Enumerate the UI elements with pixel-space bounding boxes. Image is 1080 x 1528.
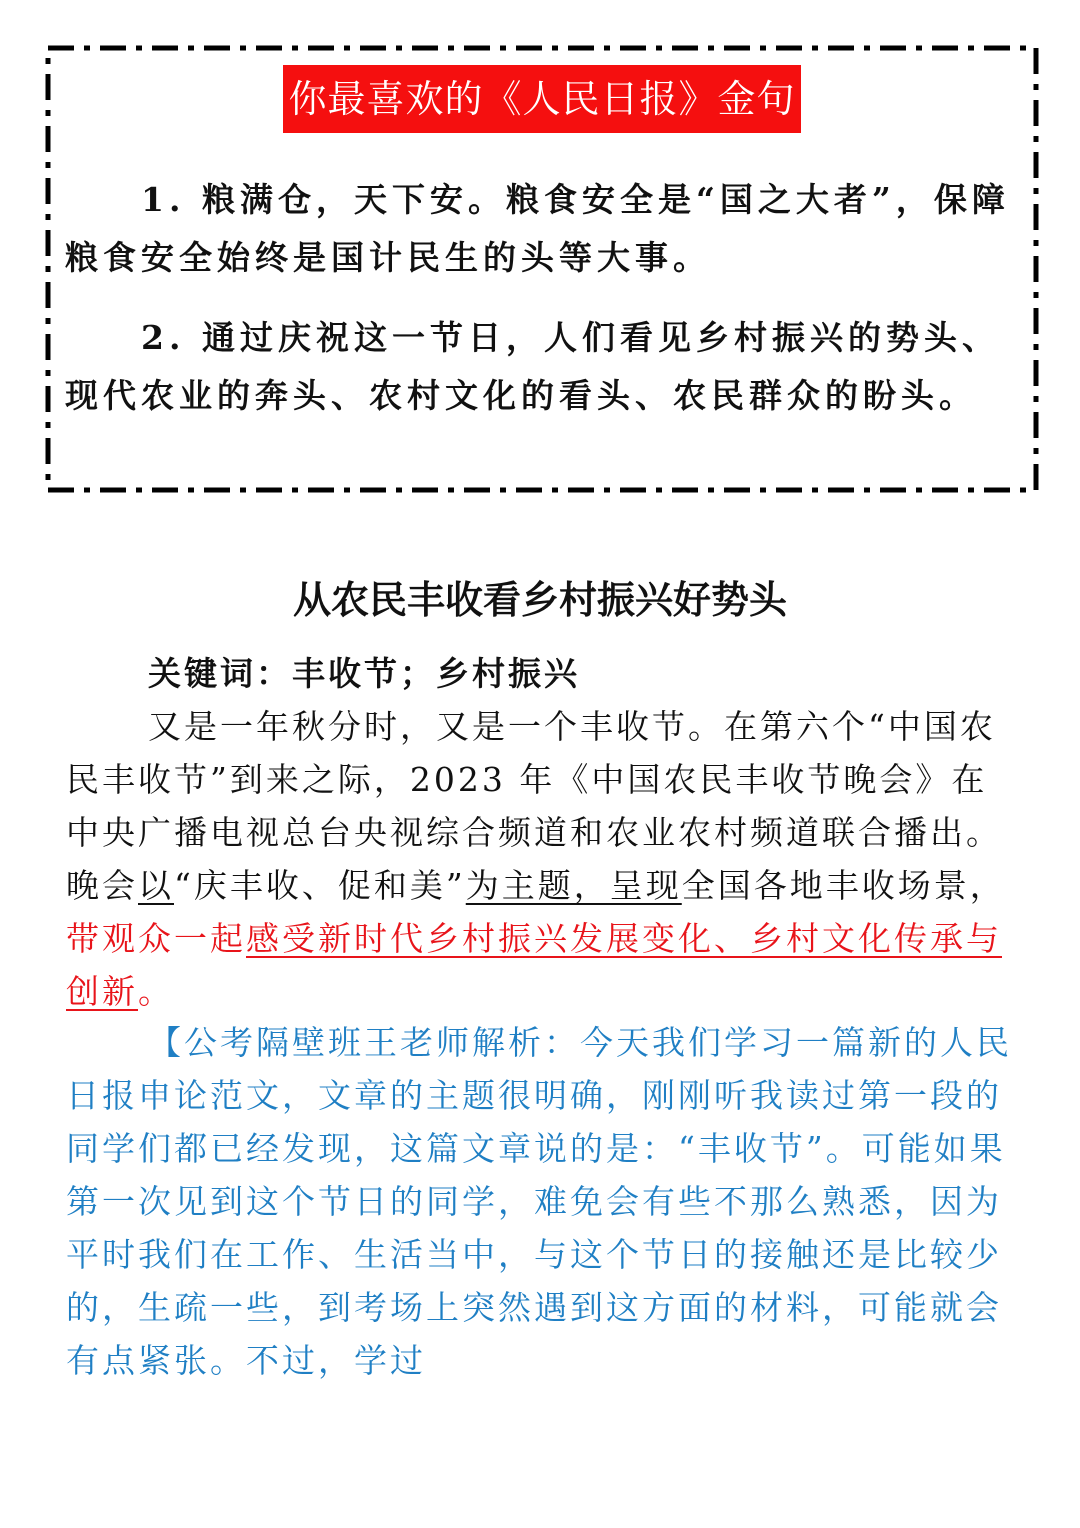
teacher-analysis: 【公考隔壁班王老师解析：今天我们学习一篇新的人民日报申论范文，文章的主题很明确，刚刚听我读过第一段的同学们都已经发现，这篇文章说的是：“丰收节”。可能如果第一次见到这个节日的同学，难免会有些不那么熟悉，因为平时我们在工作、生活当中，与这个节日的接触还是比较少的，生疏一些，到考场上突然遇到这方面的材料，可能就会有点紧张。不过，学过 [66,1023,1012,1380]
underlined-text-2: 为主题，呈现 [465,866,682,905]
paragraph-text-3: 全国各地丰收场景， [681,866,1006,905]
article-keywords: 关键词：丰收节；乡村振兴 [148,654,580,693]
quote-item-2: 2. 通过庆祝这一节日，人们看见乡村振兴的势头、现代农业的奔头、农村文化的看头、农民群众的盼头。 [65,318,1000,415]
paragraph-end-punctuation: 。 [138,972,174,1011]
highlight-red-underlined-text: 感受新时代乡村振兴发展变化、乡村文化传承与创新 [66,919,1002,1011]
paragraph-text-2: “庆丰收、促和美” [174,866,466,905]
article-paragraph [66,700,1020,1018]
quote-box [45,45,1039,493]
quote-box-title: 你最喜欢的《人民日报》金句 [283,65,801,133]
article-title: 从农民丰收看乡村振兴好势头 [292,578,787,622]
highlight-red-text: 带观众一起 [66,919,246,958]
underlined-text-1: 以 [138,866,174,905]
quote-item-1: 1. 粮满仓，天下安。粮食安全是“国之大者”，保障粮食安全始终是国计民生的头等大事。 [65,180,1010,277]
paragraph-text-1: 又是一年秋分时，又是一个丰收节。在第六个“中国农民丰收节”到来之际，2023 年《中国农民丰收节晚会》在中央广播电视总台央视综合频道和农业农村频道联合播出。晚会 [66,707,1002,905]
